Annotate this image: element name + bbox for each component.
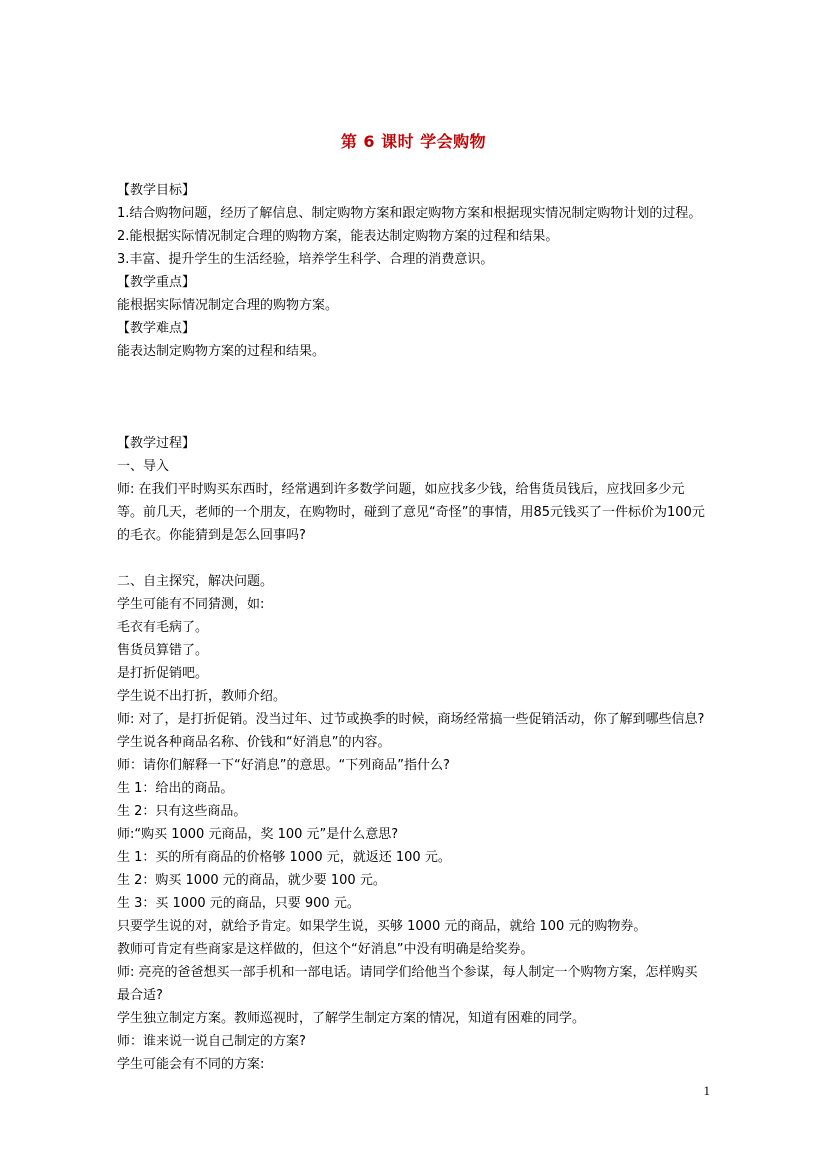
process-line: 师: 对了，是打折促销。没当过年、过节或换季的时候，商场经常搞一些促销活动，你了解到哪些信息? — [117, 712, 705, 727]
key-point-text: 能根据实际情况制定合理的购物方案。 — [117, 298, 339, 313]
process-line: 师: 亮亮的爸爸想买一部手机和一部电话。请同学们给他当个参谋，每人制定一个购物方案，怎样购买最合适? — [117, 965, 698, 1003]
objective-item-1: 1.结合购物问题，经历了解信息、制定购物方案和跟定购物方案和根据现实情况制定购物计划的过程。 — [117, 206, 702, 221]
difficulty-heading: 【教学难点】 — [117, 321, 196, 336]
process-line: 师:“购买 1000 元商品，奖 100 元”是什么意思? — [117, 827, 399, 842]
part1-text: 师: 在我们平时购买东西时，经常遇到许多数学问题，如应找多少钱，给售货员钱后，应找回多少元等。前几天，老师的一个朋友，在购物时，碰到了意见“奇怪”的事情，用85元钱买了一件标价为100元的毛衣。你能猜到是怎么回事吗? — [117, 482, 705, 543]
objective-item-3: 3.丰富、提升学生的生活经验，培养学生科学、合理的消费意识。 — [117, 252, 494, 267]
key-point-heading: 【教学重点】 — [117, 275, 196, 290]
process-line: 生 2：只有这些商品。 — [117, 804, 247, 819]
process-line: 教师可肯定有些商家是这样做的，但这个“好消息”中没有明确是给奖券。 — [117, 942, 534, 957]
process-heading: 【教学过程】 — [117, 436, 196, 451]
process-line: 是打折促销吧。 — [117, 666, 209, 681]
process-line: 售货员算错了。 — [117, 643, 209, 658]
spacer — [117, 547, 707, 570]
part1-heading: 一、导入 — [117, 459, 170, 474]
process-line: 生 3：买 1000 元的商品，只要 900 元。 — [117, 896, 360, 911]
process-line: 生 1：买的所有商品的价格够 1000 元，就返还 100 元。 — [117, 850, 451, 865]
difficulty-text: 能表达制定购物方案的过程和结果。 — [117, 344, 326, 359]
document-body — [117, 179, 707, 1076]
objectives-heading: 【教学目标】 — [117, 183, 196, 198]
part2-heading: 二、自主探究，解决问题。 — [117, 574, 274, 589]
process-line: 师：谁来说一说自己制定的方案? — [117, 1034, 306, 1049]
process-line: 学生可能有不同猜测，如: — [117, 597, 265, 612]
spacer — [117, 409, 707, 432]
lesson-title: 第 6 课时 学会购物 — [340, 132, 487, 151]
process-line: 学生说不出打折，教师介绍。 — [117, 689, 287, 704]
process-line: 生 2：购买 1000 元的商品，就少要 100 元。 — [117, 873, 386, 888]
process-line: 生 1：给出的商品。 — [117, 781, 234, 796]
process-line: 师：请你们解释一下“好消息”的意思。“下列商品”指什么? — [117, 758, 450, 773]
process-line: 毛衣有毛病了。 — [117, 620, 209, 635]
process-line: 只要学生说的对，就给予肯定。如果学生说，买够 1000 元的商品，就给 100 元的购物券。 — [117, 919, 647, 934]
spacer — [117, 363, 707, 409]
process-line: 学生独立制定方案。教师巡视时，了解学生制定方案的情况，知道有困难的同学。 — [117, 1011, 586, 1026]
objective-item-2: 2.能根据实际情况制定合理的购物方案，能表达制定购物方案的过程和结果。 — [117, 229, 559, 244]
process-line: 学生可能会有不同的方案: — [117, 1057, 265, 1072]
process-line: 学生说各种商品名称、价钱和“好消息”的内容。 — [117, 735, 391, 750]
page-number: 1 — [703, 1083, 710, 1098]
